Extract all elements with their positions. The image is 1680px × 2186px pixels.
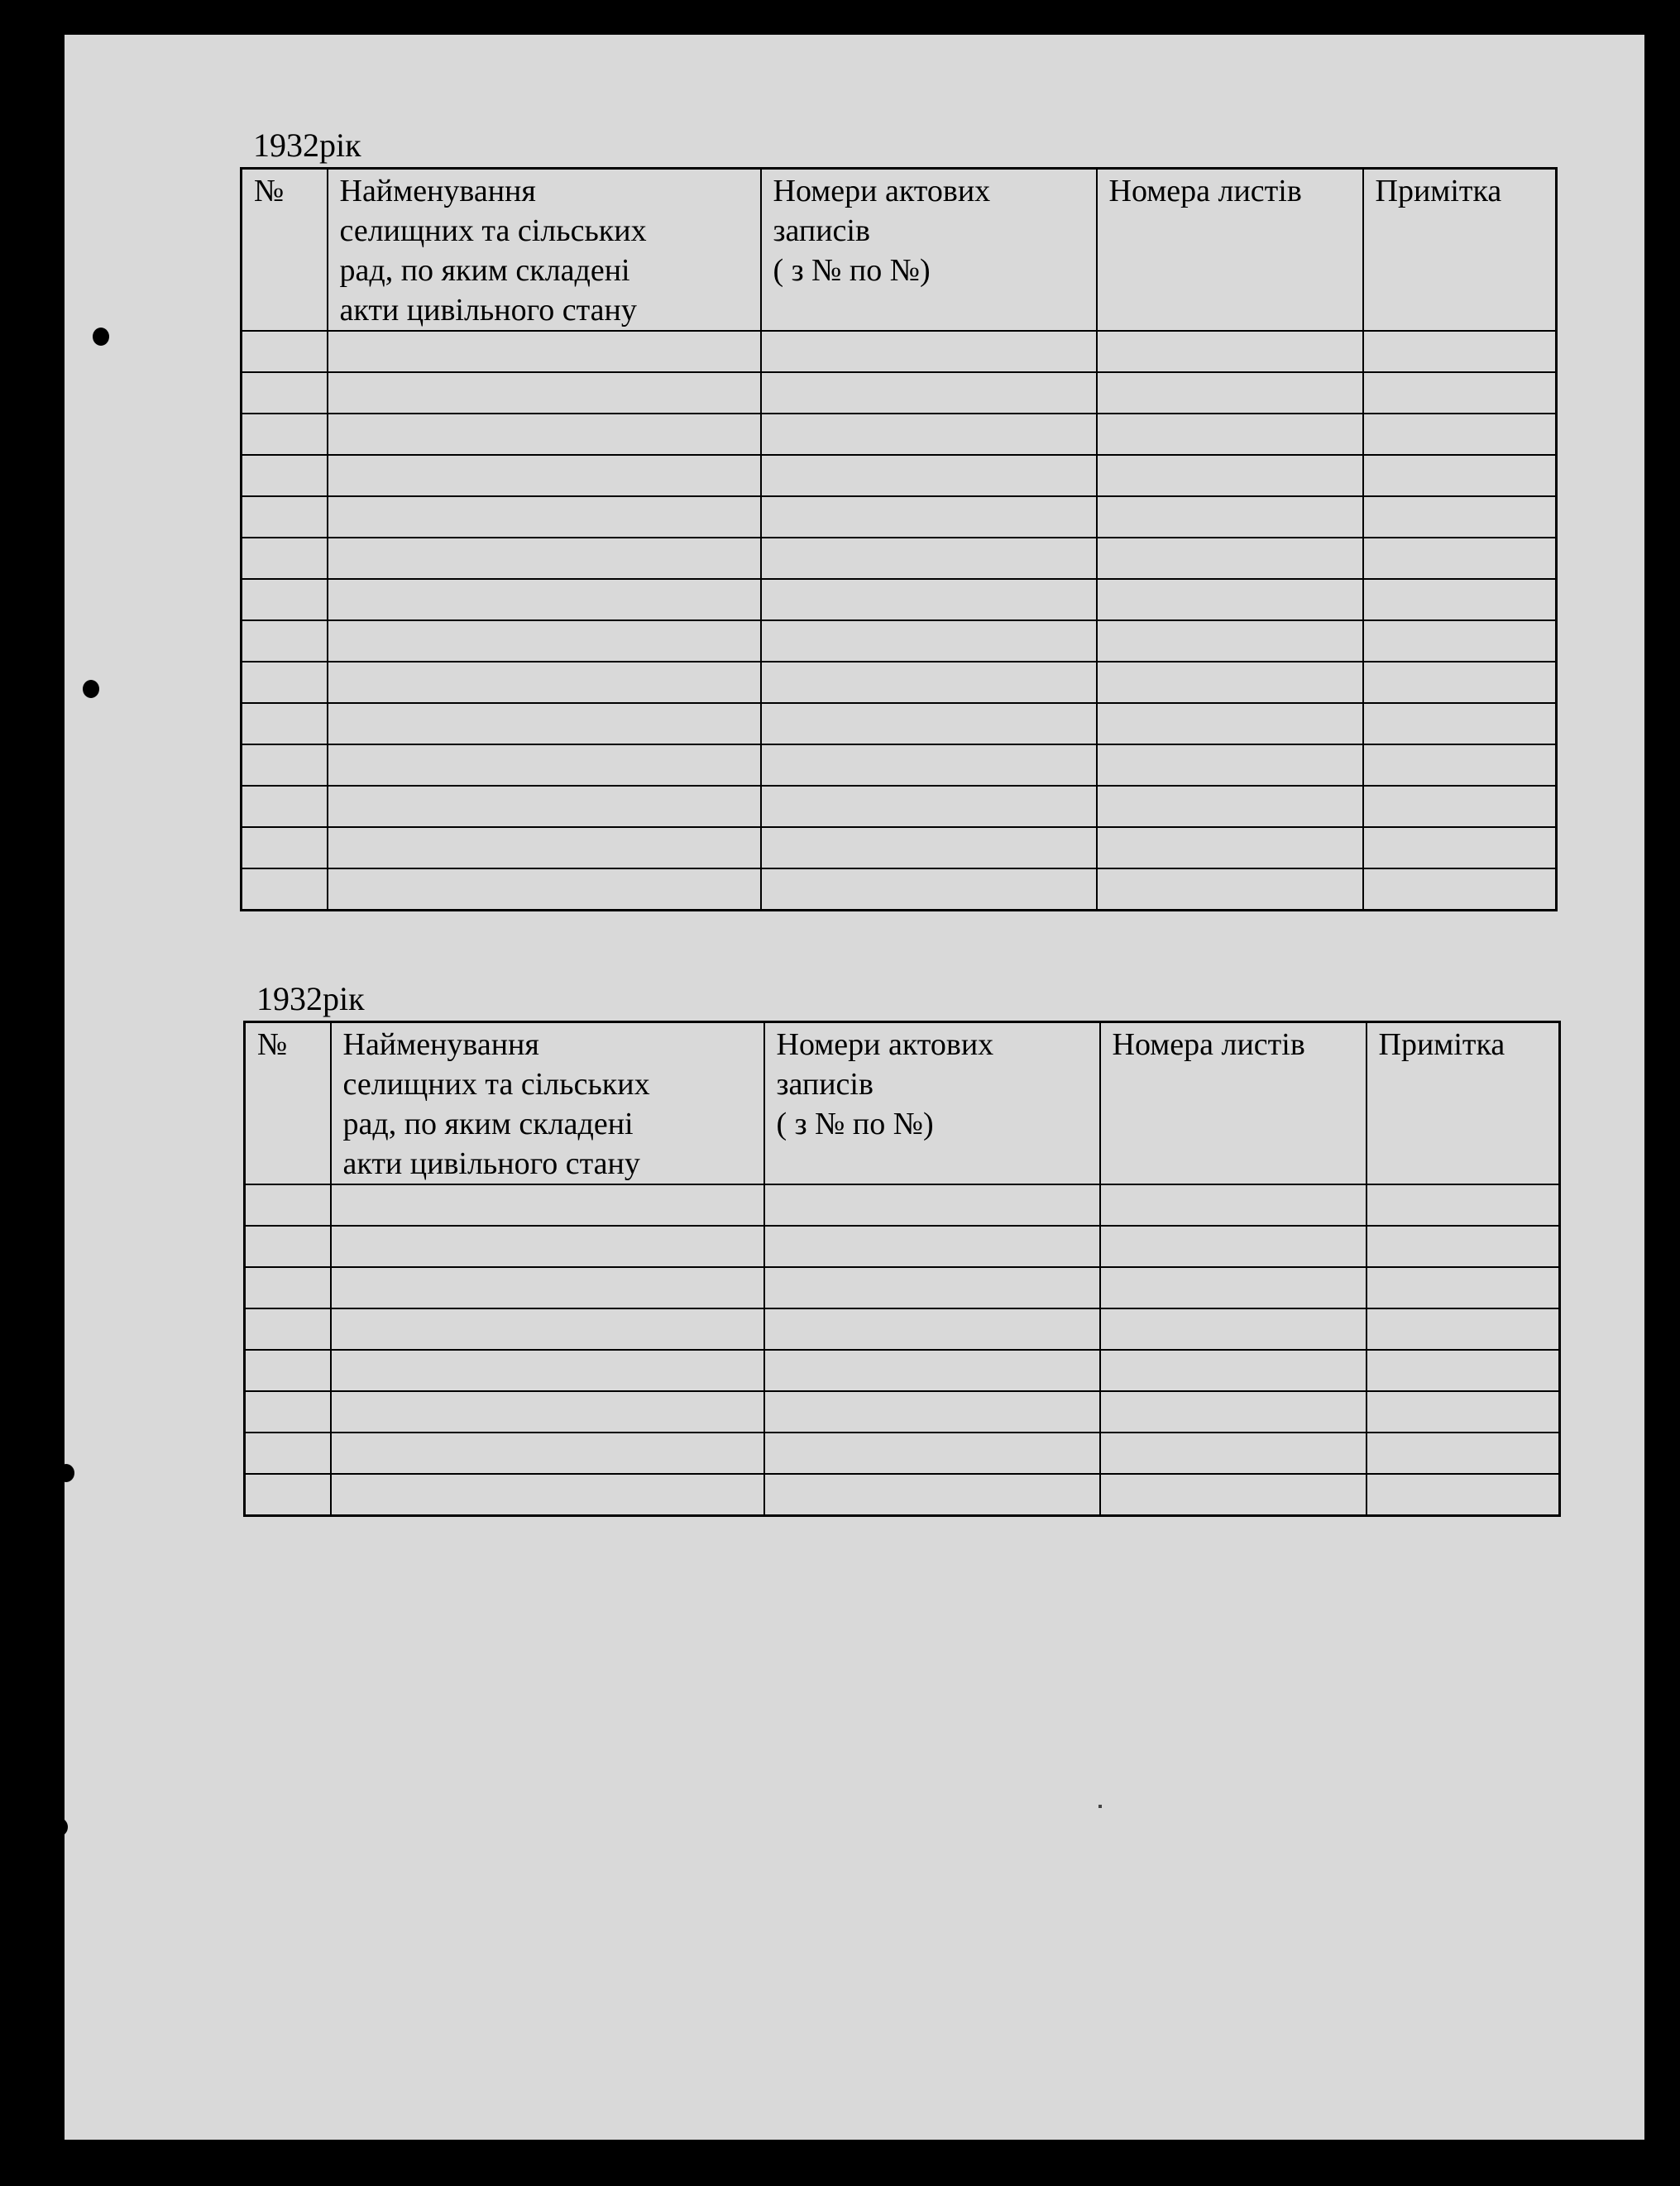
table-cell: [242, 455, 328, 496]
table-cell: [245, 1226, 331, 1267]
table-cell: [761, 786, 1097, 827]
punch-hole: [93, 328, 109, 346]
table-cell: [328, 868, 761, 911]
header-council-name: [328, 169, 761, 332]
table-cell: [1100, 1226, 1366, 1267]
table-cell: [242, 331, 328, 372]
table-cell: [331, 1226, 764, 1267]
table-2-year: 1932рік: [256, 980, 365, 1017]
table-cell: [331, 1391, 764, 1433]
table-cell: [242, 827, 328, 868]
table-cell: [245, 1474, 331, 1516]
table-cell: [1363, 579, 1557, 620]
table-cell: [328, 662, 761, 703]
header-name-line: акти цивільного стану: [339, 293, 637, 328]
table-cell: [245, 1350, 331, 1391]
table-cell: [1100, 1184, 1366, 1226]
table-cell: [761, 579, 1097, 620]
table-row: [245, 1184, 1560, 1226]
table-cell: [1100, 1308, 1366, 1350]
table-1-year: 1932рік: [253, 127, 361, 164]
register-table-1: [240, 167, 1558, 911]
table-cell: [242, 414, 328, 455]
table-cell: [1100, 1433, 1366, 1474]
table-cell: [1363, 331, 1557, 372]
header-name-line: селищних та сільських: [339, 213, 647, 248]
table-cell: [245, 1433, 331, 1474]
table-cell: [1097, 827, 1363, 868]
table-row: [242, 455, 1557, 496]
table-row: [242, 372, 1557, 414]
punch-hole: [51, 1818, 68, 1836]
table-cell: [328, 703, 761, 744]
table-cell: [1363, 372, 1557, 414]
table-cell: [1097, 372, 1363, 414]
table-cell: [1363, 662, 1557, 703]
table-cell: [328, 827, 761, 868]
table-cell: [1366, 1433, 1560, 1474]
table-row: [242, 414, 1557, 455]
header-record-numbers: [761, 169, 1097, 332]
table-cell: [328, 744, 761, 786]
table-cell: [328, 496, 761, 538]
table-body: [242, 331, 1557, 911]
table-cell: [1097, 414, 1363, 455]
table-cell: [1097, 786, 1363, 827]
table-cell: [1363, 455, 1557, 496]
table-cell: [1100, 1391, 1366, 1433]
table-cell: [764, 1433, 1100, 1474]
table-row: [245, 1391, 1560, 1433]
header-number: №: [245, 1022, 331, 1185]
table-cell: [331, 1308, 764, 1350]
table-cell: [331, 1474, 764, 1516]
table-cell: [1100, 1474, 1366, 1516]
table-cell: [328, 786, 761, 827]
header-sheet-numbers: Номера листів: [1100, 1022, 1366, 1185]
scanned-page: [65, 35, 1644, 2140]
table-cell: [331, 1184, 764, 1226]
table-cell: [1363, 496, 1557, 538]
header-note: Примітка: [1363, 169, 1557, 332]
table-row: [242, 703, 1557, 744]
table-cell: [764, 1391, 1100, 1433]
header-records-line: записів: [776, 1067, 874, 1102]
table-row: [242, 662, 1557, 703]
table-cell: [761, 744, 1097, 786]
header-name-line: акти цивільного стану: [342, 1146, 640, 1181]
table-cell: [245, 1308, 331, 1350]
table-cell: [245, 1391, 331, 1433]
table-row: [242, 786, 1557, 827]
table-cell: [331, 1267, 764, 1308]
header-council-name: [331, 1022, 764, 1185]
header-number: №: [242, 169, 328, 332]
table-cell: [1097, 579, 1363, 620]
table-cell: [328, 455, 761, 496]
table-cell: [764, 1226, 1100, 1267]
table-cell: [242, 703, 328, 744]
header-records-line: записів: [773, 213, 870, 248]
header-name-line: селищних та сільських: [342, 1067, 650, 1102]
header-records-line: Номери актових: [776, 1027, 994, 1062]
table-cell: [1366, 1350, 1560, 1391]
register-table-2: [243, 1021, 1561, 1517]
table-cell: [764, 1267, 1100, 1308]
table-header-row: [245, 1022, 1560, 1185]
table-cell: [1366, 1226, 1560, 1267]
table-cell: [245, 1184, 331, 1226]
table-cell: [242, 372, 328, 414]
header-name-line: рад, по яким складені: [339, 253, 630, 288]
table-cell: [1363, 538, 1557, 579]
table-cell: [242, 579, 328, 620]
table-cell: [1097, 620, 1363, 662]
table-cell: [242, 786, 328, 827]
table-cell: [1363, 827, 1557, 868]
table-cell: [328, 331, 761, 372]
table-cell: [761, 620, 1097, 662]
punch-hole: [58, 1464, 74, 1482]
table-cell: [1366, 1474, 1560, 1516]
table-cell: [242, 868, 328, 911]
table-cell: [761, 703, 1097, 744]
table-cell: [328, 414, 761, 455]
table-cell: [1363, 786, 1557, 827]
header-records-line: ( з № по №): [773, 253, 931, 288]
table-cell: [328, 579, 761, 620]
table-cell: [761, 868, 1097, 911]
table-cell: [1366, 1267, 1560, 1308]
table-cell: [1097, 538, 1363, 579]
table-cell: [1366, 1391, 1560, 1433]
header-name-line: Найменування: [342, 1027, 539, 1062]
punch-hole: [83, 680, 99, 698]
table-cell: [242, 496, 328, 538]
table-header-row: [242, 169, 1557, 332]
table-cell: [1097, 744, 1363, 786]
table-row: [245, 1474, 1560, 1516]
table-cell: [328, 620, 761, 662]
table-cell: [764, 1350, 1100, 1391]
table-cell: [1366, 1308, 1560, 1350]
table-row: [245, 1226, 1560, 1267]
header-name-line: Найменування: [339, 174, 536, 208]
table-cell: [242, 744, 328, 786]
table-row: [242, 579, 1557, 620]
header-records-line: ( з № по №): [776, 1107, 934, 1141]
table-row: [242, 331, 1557, 372]
header-record-numbers: [764, 1022, 1100, 1185]
table-cell: [1097, 868, 1363, 911]
table-row: [242, 496, 1557, 538]
table-cell: [764, 1474, 1100, 1516]
table-cell: [328, 372, 761, 414]
table-cell: [1097, 496, 1363, 538]
table-cell: [1363, 414, 1557, 455]
table-cell: [764, 1308, 1100, 1350]
table-cell: [1363, 703, 1557, 744]
table-cell: [331, 1350, 764, 1391]
table-cell: [242, 662, 328, 703]
table-cell: [761, 496, 1097, 538]
header-name-line: рад, по яким складені: [342, 1107, 634, 1141]
table-cell: [761, 662, 1097, 703]
header-records-line: Номери актових: [773, 174, 991, 208]
table-cell: [1097, 662, 1363, 703]
table-row: [242, 868, 1557, 911]
table-cell: [242, 620, 328, 662]
table-cell: [761, 827, 1097, 868]
table-cell: [761, 455, 1097, 496]
table-row: [242, 827, 1557, 868]
table-cell: [761, 331, 1097, 372]
table-cell: [245, 1267, 331, 1308]
table-cell: [331, 1433, 764, 1474]
table-cell: [1363, 744, 1557, 786]
table-row: [242, 538, 1557, 579]
table-cell: [761, 414, 1097, 455]
table-cell: [761, 372, 1097, 414]
table-cell: [1097, 331, 1363, 372]
table-row: [242, 744, 1557, 786]
table-row: [245, 1350, 1560, 1391]
table-cell: [761, 538, 1097, 579]
table-cell: [1097, 455, 1363, 496]
table-body: [245, 1184, 1560, 1516]
table-cell: [1363, 620, 1557, 662]
scan-speck: [1098, 1805, 1102, 1808]
table-cell: [1100, 1267, 1366, 1308]
table-row: [242, 620, 1557, 662]
table-cell: [1097, 703, 1363, 744]
table-row: [245, 1308, 1560, 1350]
table-row: [245, 1433, 1560, 1474]
table-cell: [764, 1184, 1100, 1226]
table-cell: [1100, 1350, 1366, 1391]
table-cell: [1366, 1184, 1560, 1226]
table-row: [245, 1267, 1560, 1308]
header-note: Примітка: [1366, 1022, 1560, 1185]
table-cell: [242, 538, 328, 579]
header-sheet-numbers: Номера листів: [1097, 169, 1363, 332]
table-cell: [328, 538, 761, 579]
table-cell: [1363, 868, 1557, 911]
